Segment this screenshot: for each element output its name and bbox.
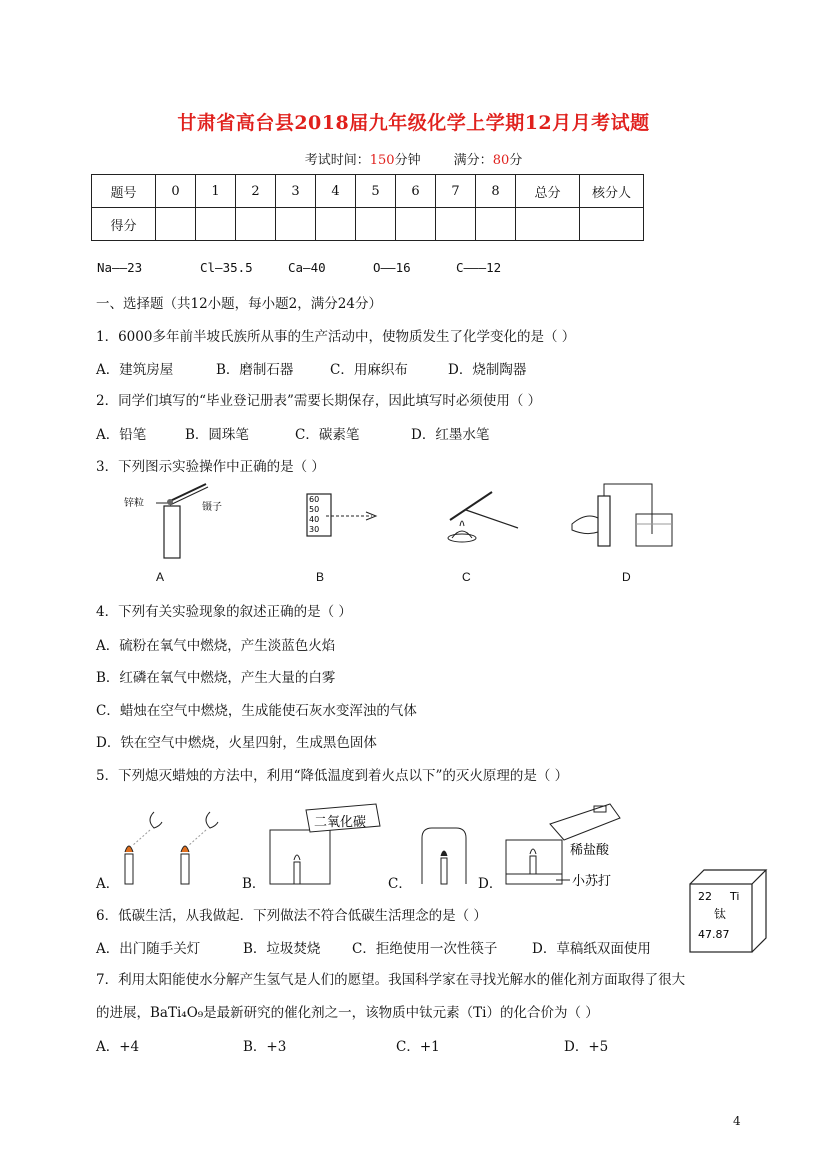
exam-info <box>0 149 827 168</box>
score-input-cell[interactable] <box>236 208 276 241</box>
q7-option-a[interactable]: A．+4 <box>96 1039 140 1055</box>
candle-icon <box>125 854 133 884</box>
score-input-cell[interactable] <box>580 208 644 241</box>
element-card-ti <box>686 866 770 956</box>
table-cell: 总分 <box>516 175 580 208</box>
q3-option-d[interactable]: D <box>622 570 631 584</box>
table-cell: 得分 <box>92 208 156 241</box>
q4-option-d[interactable]: D．铁在空气中燃烧，火星四射，生成黑色固体 <box>96 735 377 751</box>
score-unit: 分 <box>509 153 523 168</box>
beaker-icon <box>506 840 562 884</box>
candle-icon <box>441 858 447 884</box>
question-2-stem: 2．同学们填写的“毕业登记册表”需要长期保存，因此填写时必须使用（ ） <box>96 393 542 409</box>
table-cell: 4 <box>316 175 356 208</box>
test-tube-icon <box>598 496 610 546</box>
q1-option-b[interactable]: B．磨制石器 <box>216 362 294 378</box>
q7-option-d[interactable]: D．+5 <box>564 1039 609 1055</box>
q2-option-c[interactable]: C．碳素笔 <box>295 427 360 443</box>
beaker-icon <box>636 514 672 546</box>
face-icon <box>206 812 218 828</box>
table-cell: 7 <box>436 175 476 208</box>
q5-figure-d <box>506 804 620 889</box>
score-table-score-row <box>92 208 644 241</box>
q5-figure-b <box>270 804 380 884</box>
q3-figure-b <box>307 494 376 536</box>
candle-icon <box>181 854 189 884</box>
q3-option-a[interactable]: A <box>156 570 165 584</box>
baking-soda-label: 小苏打 <box>572 874 612 889</box>
q3-figures <box>120 480 680 565</box>
atomic-mass-cl: Cl—35.5 <box>200 260 253 275</box>
question-1-stem: 1．6000多年前半坡氏族所从事的生产活动中，使物质发生了化学变化的是（ ） <box>96 329 576 345</box>
time-label: 考试时间： <box>304 153 370 168</box>
score-table <box>91 174 644 241</box>
question-4-stem: 4．下列有关实验现象的叙述正确的是（ ） <box>96 604 352 620</box>
q2-option-b[interactable]: B．圆珠笔 <box>185 427 249 443</box>
q6-option-c[interactable]: C．拒绝使用一次性筷子 <box>352 941 498 957</box>
test-tube-holder-icon <box>450 492 492 520</box>
table-cell: 1 <box>196 175 236 208</box>
atomic-mass-ca: Ca—40 <box>288 260 326 275</box>
q2-option-d[interactable]: D．红墨水笔 <box>411 427 490 443</box>
score-input-cell[interactable] <box>436 208 476 241</box>
question-7-stem-line1: 7．利用太阳能使水分解产生氢气是人们的愿望。我国科学家在寻找光解水的催化剂方面取得了很大 <box>96 972 686 988</box>
score-label: 满分： <box>453 153 493 168</box>
element-number: 22 <box>698 890 712 903</box>
candle-icon <box>530 856 536 874</box>
candle-icon <box>294 862 300 884</box>
score-table-header-row <box>92 175 644 208</box>
svg-text:60: 60 <box>309 495 320 504</box>
time-unit: 分钟 <box>394 153 421 168</box>
table-cell: 3 <box>276 175 316 208</box>
tweezers-icon <box>168 484 206 502</box>
table-cell: 5 <box>356 175 396 208</box>
q5-option-c[interactable]: C． <box>388 876 412 892</box>
q6-option-a[interactable]: A．出门随手关灯 <box>96 941 201 957</box>
score-input-cell[interactable] <box>516 208 580 241</box>
q3-figure-d <box>572 484 672 546</box>
page-title: 甘肃省高台县2018届九年级化学上学期12月月考试题 <box>177 112 650 134</box>
table-cell: 核分人 <box>580 175 644 208</box>
q1-option-d[interactable]: D．烧制陶器 <box>448 362 527 378</box>
time-value: 150 <box>369 153 395 168</box>
q5-figure-a <box>125 812 218 884</box>
svg-text:40: 40 <box>309 515 320 524</box>
q3-figure-c <box>448 492 518 542</box>
score-input-cell[interactable] <box>476 208 516 241</box>
score-value: 80 <box>492 153 510 168</box>
hand-icon <box>572 516 598 534</box>
acid-bottle-icon <box>550 804 620 840</box>
score-input-cell[interactable] <box>156 208 196 241</box>
tweezers-label: 镊子 <box>202 502 222 513</box>
q5-option-d[interactable]: D． <box>478 876 503 892</box>
q1-option-c[interactable]: C．用麻织布 <box>330 362 408 378</box>
q4-option-c[interactable]: C．蜡烛在空气中燃烧，生成能使石灰水变浑浊的气体 <box>96 703 417 719</box>
q4-option-a[interactable]: A．硫粉在氧气中燃烧，产生淡蓝色火焰 <box>96 638 336 654</box>
atomic-mass-o: O——16 <box>373 260 411 275</box>
q5-figure-c <box>422 828 466 884</box>
score-input-cell[interactable] <box>316 208 356 241</box>
question-6-stem: 6．低碳生活，从我做起．下列做法不符合低碳生活理念的是（ ） <box>96 908 487 924</box>
test-tube-icon <box>164 506 180 558</box>
q3-figure-a <box>124 484 222 558</box>
section-heading: 一、选择题（共12小题，每小题2，满分24分） <box>96 296 382 312</box>
element-symbol: Ti <box>730 890 740 903</box>
q7-option-b[interactable]: B．+3 <box>243 1039 287 1055</box>
table-cell: 0 <box>156 175 196 208</box>
table-cell: 题号 <box>92 175 156 208</box>
q3-option-c[interactable]: C <box>462 570 471 584</box>
question-7-stem-line2: 的进展，BaTi₄O₉是最新研究的催化剂之一，该物质中钛元素（Ti）的化合价为（ ） <box>96 1005 599 1021</box>
score-input-cell[interactable] <box>356 208 396 241</box>
q3-option-b[interactable]: B <box>316 570 325 584</box>
svg-text:30: 30 <box>309 525 320 534</box>
question-5-stem: 5．下列熄灭蜡烛的方法中，利用“降低温度到着火点以下”的灭火原理的是（ ） <box>96 768 569 784</box>
q5-option-b[interactable]: B． <box>242 876 266 892</box>
page-number: 4 <box>733 1114 741 1128</box>
zinc-label: 锌粒 <box>124 498 144 509</box>
question-3-stem: 3．下列图示实验操作中正确的是（ ） <box>96 459 325 475</box>
score-input-cell[interactable] <box>196 208 236 241</box>
atomic-mass-na: Na——23 <box>97 260 143 275</box>
table-cell: 8 <box>476 175 516 208</box>
q4-option-b[interactable]: B．红磷在氧气中燃烧，产生大量的白雾 <box>96 670 336 686</box>
q1-option-a[interactable]: A．建筑房屋 <box>96 362 174 378</box>
q7-option-c[interactable]: C．+1 <box>396 1039 440 1055</box>
q6-option-d[interactable]: D．草稿纸双面使用 <box>532 941 651 957</box>
element-name: 钛 <box>714 907 727 921</box>
score-input-cell[interactable] <box>396 208 436 241</box>
co2-label: 二氧化碳 <box>314 815 367 830</box>
atomic-mass-c: C———12 <box>456 260 502 275</box>
table-cell: 6 <box>396 175 436 208</box>
hcl-label: 稀盐酸 <box>570 843 610 858</box>
svg-text:50: 50 <box>309 505 320 514</box>
q5-option-a[interactable]: A． <box>96 876 120 892</box>
element-mass: 47.87 <box>698 928 730 941</box>
face-icon <box>150 812 162 828</box>
score-input-cell[interactable] <box>276 208 316 241</box>
table-cell: 2 <box>236 175 276 208</box>
q6-option-b[interactable]: B．垃圾焚烧 <box>243 941 321 957</box>
q2-option-a[interactable]: A．铅笔 <box>96 427 147 443</box>
